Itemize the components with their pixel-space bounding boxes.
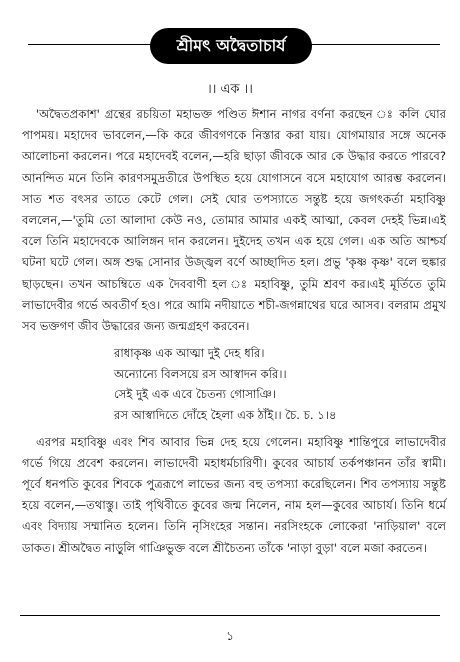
page-number: ১ — [226, 629, 234, 643]
paragraph-1: 'অদ্বৈতপ্রকাশ' গ্রন্থের রচয়িতা মহাভক্ত পণ্ডিত ঈশান নাগর বর্ণনা করছেন ঃ কলি ঘোর পাপময়। মহাদেব ভাবলেন,—কি করে জীবগণকে নিস্তার করা যায়। যোগমায়ার সঙ্গে অনেক আলোচনা করলেন। পরে মহাদেবই বলেন,—হরি ছাড়া জীবকে আর কে উদ্ধার করতে পারবে? আনন্দিত মনে তিনি কারণসমুদ্রতীরে উপস্থিত হয়ে যোগাসনে বসে মহাযোগ আরম্ভ করলেন। সাত শত বৎসর তাতে কেটে গেল। সেই ঘোর তপস্যাতে সন্তুষ্ট হয়ে জগৎকর্তা মহাবিষ্ণু বললেন,—'তুমি তো আলাদা কেউ নও, তোমার আমার একই আত্মা, কেবল দেহই ভিন্ন।এই বলে তিনি মহাদেবকে আলিঙ্গন দান করলেন। দুইদেহ তখন এক হয়ে গেল। এক অতি আশ্চর্য ঘটনা ঘটে গেল। অঙ্গ শুদ্ধ সোনার উজ্জ্বল বর্ণে আচ্ছাদিত হল। প্রভু 'কৃষ্ণ কৃষ্ণ' বলে হুঙ্কার ছাড়ছেন। তখন আচম্বিতে এক দৈববাণী হল ঃ মহাবিষ্ণু, তুমি শ্রবণ কর।এই মূর্তিতে তুমি লাভাদেবীর গর্ভে অবতীর্ণ হও। পরে আমি নদীয়াতে শচী-জগন্নাথের ঘরে আসব। বলরাম প্রমুখ সব ভক্তগণ জীব উদ্ধারের জন্য জন্মগ্রহণ করবেন। — [22, 107, 446, 334]
verse-block — [114, 343, 446, 425]
verse-line-4: রস আস্বাদিতে দোঁহে হৈলা এক ঠাঁই।। চৈ. চ. ১।৪ — [114, 408, 337, 423]
section-heading: ।। এক ।। — [207, 82, 253, 97]
title-banner — [0, 22, 460, 68]
body-text — [22, 104, 446, 559]
footer-rule — [20, 615, 440, 616]
verse-line-3: সেই দুই এক এবে চৈতন্য গোসাঞি। — [114, 387, 277, 402]
verse-line-2: অন্যোন্যে বিলসয়ে রস আস্বাদন করি।। — [114, 366, 287, 381]
page-title: শ্রীমৎ অদ্বৈতাচার্য — [150, 28, 312, 64]
paragraph-2: এরপর মহাবিষ্ণু এবং শিব আবার ভিন্ন দেহ হয়ে গেলেন। মহাবিষ্ণু শান্তিপুরে লাভাদেবীর গর্ভে গিয়ে প্রবেশ করলেন। লাভাদেবী মহাধর্মচারিণী। কুবের আচার্য তর্কপঞ্চানন তাঁর স্বামী। পূর্বে ধনপতি কুবের শিবকে পুত্ররূপে লাভের জন্য বহু তপস্যা করেছিলেন। শিব তপস্যায় সন্তুষ্ট হয়ে বলেন,—তথাস্তু। তাই পৃথিবীতে কুবের জন্ম নিলেন, নাম হল—কুবের আচার্য। তিনি ধর্মে এবং বিদ্যায় সম্মানিত হলেন। তিনি নৃসিংহের সন্তান। নরসিংহকে লোকেরা 'নাড়িয়াল' বলে ডাকত। শ্রীঅদ্বৈত নাড়ুলি গাঞিভুক্ত বলে শ্রীচৈতন্য তাঁকে 'নাড়া বুড়া' বলে মজা করতেন। — [22, 434, 446, 555]
verse-line-1: রাধাকৃষ্ণ এক আত্মা দুই দেহ ধরি। — [114, 346, 265, 361]
